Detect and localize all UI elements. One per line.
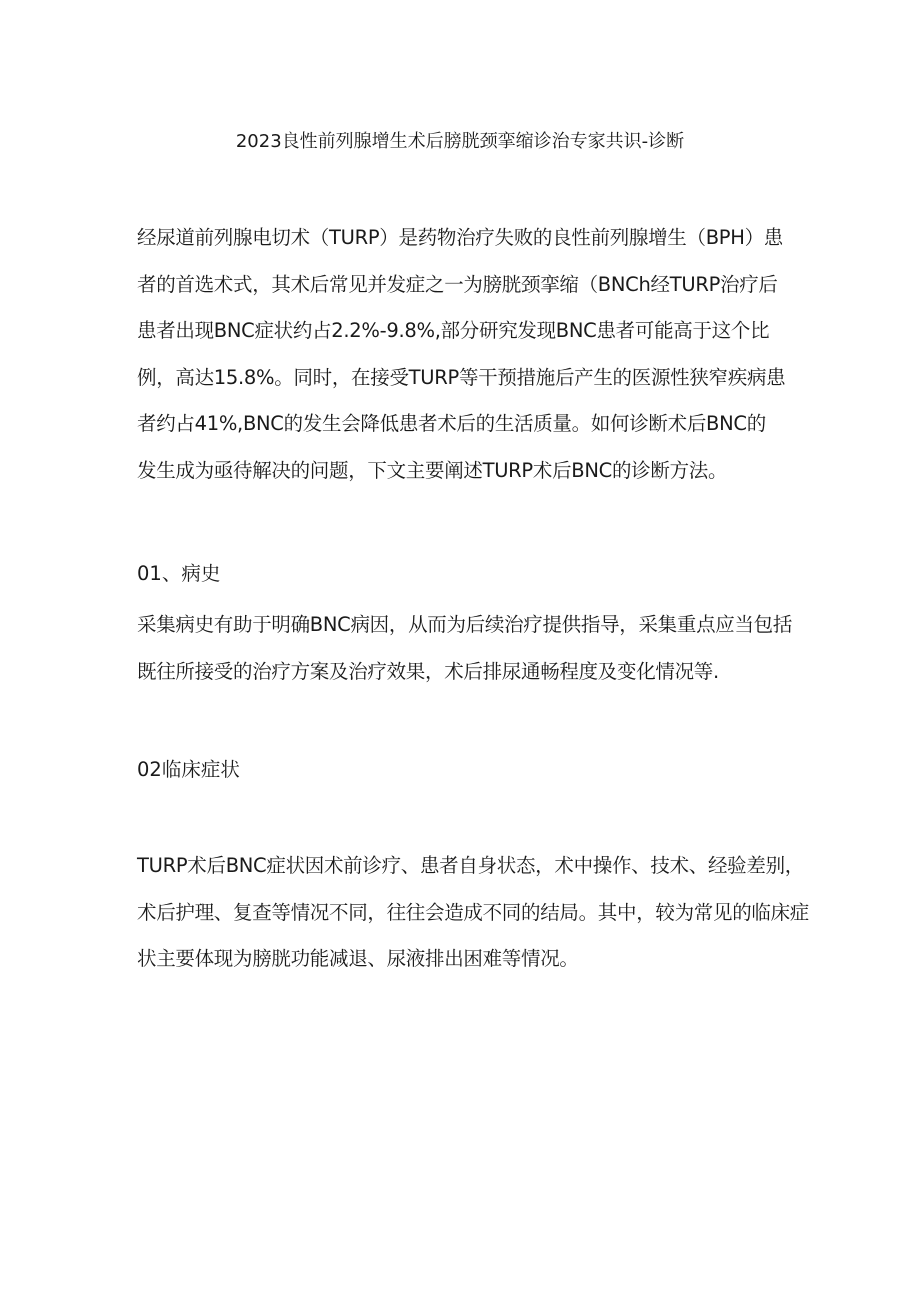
document-title: 2023良性前列腺增生术后膀胱颈挛缩诊治专家共识-诊断 [235, 131, 685, 152]
section-body-symptoms [137, 843, 817, 983]
symptoms-line: 状主要体现为膀胱功能减退、尿液排出困难等情况。 [137, 947, 579, 970]
section-heading-history: 01、病史 [137, 562, 221, 585]
intro-line: 发生成为亟待解决的问题，下文主要阐述TURP术后BNC的诊断方法。 [137, 458, 728, 482]
history-line: 采集病史有助于明确BNC病因，从而为后续治疗提供指导，采集重点应当包括 [137, 613, 793, 636]
section-heading-symptoms: 02临床症状 [137, 758, 240, 781]
intro-line: 者约占41%,BNC的发生会降低患者术后的生活质量。如何诊断术后BNC的 [137, 412, 766, 435]
intro-paragraph [137, 215, 817, 494]
intro-line: 患者出现BNC症状约占2.2%-9.8%,部分研究发现BNC患者可能高于这个比 [137, 319, 770, 342]
intro-line: 例，高达15.8%。同时，在接受TURP等干预措施后产生的医源性狭窄疾病患 [137, 365, 786, 389]
section-body-history [137, 602, 817, 695]
intro-line: 者的首选术式，其术后常见并发症之一为膀胱颈挛缩（BNCh经TURP治疗后 [137, 272, 778, 296]
intro-line: 经尿道前列腺电切术（TURP）是药物治疗失败的良性前列腺增生（BPH）患 [137, 226, 783, 249]
symptoms-line: TURP术后BNC症状因术前诊疗、患者自身状态，术中操作、技术、经验差别， [137, 854, 804, 877]
history-line: 既往所接受的治疗方案及治疗效果，术后排尿通畅程度及变化情况等. [137, 659, 719, 683]
symptoms-line: 术后护理、复查等情况不同，往往会造成不同的结局。其中，较为常见的临床症 [137, 900, 810, 924]
